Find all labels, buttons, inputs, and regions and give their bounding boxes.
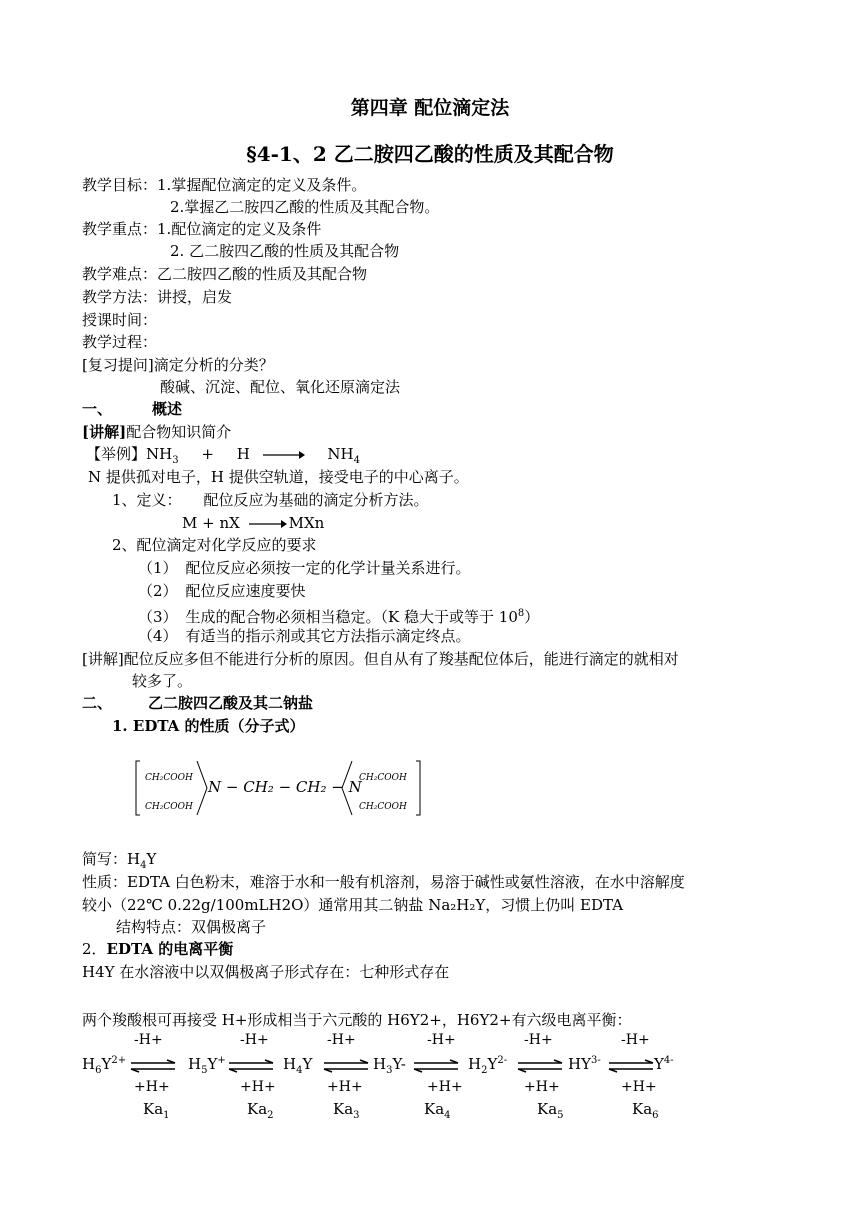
- section1-num: 一、: [82, 400, 113, 418]
- minus-h-label: -H+: [327, 1032, 356, 1048]
- shorthand-line: 简写：$H_4Y$: [82, 850, 157, 871]
- plus-h-label: +H+: [427, 1079, 463, 1095]
- lecture1-text: 配合物知识简介: [126, 423, 232, 441]
- species-6: $HY^{3-}$: [568, 1055, 601, 1073]
- plus-h-label: +H+: [327, 1079, 363, 1095]
- carboxymethyl-group-2: CH₂COOH: [145, 802, 193, 812]
- time-line: 授课时间：: [82, 311, 158, 329]
- definition-equation: M + nX MXn: [182, 514, 325, 532]
- requirement-2: （2） 配位反应速度要快: [138, 582, 306, 600]
- equilibrium-arrow-icon: [414, 1060, 458, 1072]
- plus-h-label: +H+: [621, 1079, 657, 1095]
- carboxymethyl-group-1: CH₂COOH: [145, 773, 193, 783]
- section-title: §4-1、2 乙二胺四乙酸的性质及其配合物: [246, 142, 614, 166]
- ethylenediamine-chain: N − CH₂ − CH₂ − N: [208, 778, 362, 796]
- review-answer: 酸碱、沉淀、配位、氧化还原滴定法: [160, 378, 401, 396]
- minus-h-label: -H+: [134, 1032, 163, 1048]
- property-line2: 较小（22℃ 0.22g/100mLH2O）通常用其二钠盐 Na₂H₂Y，习惯上仍叫 EDTA: [82, 896, 624, 914]
- equilibrium-arrow-icon: [131, 1060, 175, 1072]
- ka-label-4: $Ka_4$: [424, 1100, 451, 1121]
- equilibrium-arrow-icon: [324, 1060, 368, 1072]
- ka-label-5: $Ka_5$: [537, 1100, 564, 1121]
- section2-heading: 二、 乙二胺四乙酸及其二钠盐: [82, 694, 314, 712]
- species-2: $H_5Y^+$: [188, 1055, 226, 1076]
- equilibrium-arrow-icon: [229, 1060, 273, 1072]
- requirement-1: （1） 配位反应必须按一定的化学计量关系进行。: [138, 559, 471, 577]
- example-label: 【举例】: [86, 445, 147, 463]
- definition-line: [112, 491, 429, 510]
- objectives-label: 教学目标：: [82, 176, 158, 194]
- lecture1-line: [82, 423, 231, 442]
- ka-label-6: $Ka_6$: [632, 1100, 659, 1121]
- definition-label: 1、定义：: [112, 491, 182, 509]
- review-question: [复习提问]滴定分析的分类？: [82, 356, 274, 374]
- minus-h-label: -H+: [240, 1032, 269, 1048]
- ka-label-3: $Ka_3$: [333, 1100, 360, 1121]
- requirements-title: 2、配位滴定对化学反应的要求: [112, 536, 317, 554]
- ka-label-2: $Ka_2$: [247, 1100, 274, 1121]
- keypoint-1: 1.配位滴定的定义及条件: [157, 220, 322, 238]
- lecture1-tag: [讲解]: [82, 423, 127, 441]
- method-line: 教学方法：讲授，启发: [82, 288, 233, 306]
- species-1: $H_6Y^{2+}$: [82, 1055, 127, 1076]
- process-line: 教学过程：: [82, 333, 158, 351]
- keypoints-line: [82, 220, 321, 239]
- minus-h-label: -H+: [427, 1032, 456, 1048]
- equilibrium-arrow-icon: [518, 1060, 562, 1072]
- h4y-line: H4Y 在水溶液中以双偶极离子形式存在：七种形式存在: [82, 963, 450, 981]
- reaction-arrow-icon: [263, 450, 305, 460]
- explain-n-line: N 提供孤对电子，H 提供空轨道，接受电子的中心离子。: [88, 468, 469, 486]
- species-4: $H_3Y-$: [373, 1055, 406, 1076]
- equilibrium-arrow-icon: [609, 1060, 653, 1072]
- plus-h-label: +H+: [240, 1079, 276, 1095]
- objectives-line: [82, 176, 366, 195]
- example-line: 【举例】$NH_3 + H$ $NH_4$: [86, 445, 360, 466]
- ionization-heading: 2．EDTA 的电离平衡: [82, 940, 234, 958]
- reaction-arrow-icon: [249, 519, 287, 529]
- plus-h-label: +H+: [134, 1079, 170, 1095]
- requirement-3: （3） 生成的配合物必须相当稳定。（K 稳大于或等于 $10^8$）: [138, 608, 540, 626]
- chapter-title: 第四章 配位滴定法: [350, 97, 510, 119]
- carboxymethyl-group-4: CH₂COOH: [359, 802, 407, 812]
- structure-feature: 结构特点：双偶极离子: [116, 918, 267, 936]
- lecture2-line2: 较多了。: [132, 672, 193, 690]
- plus-h-label: +H+: [524, 1079, 560, 1095]
- section1-title: 概述: [152, 400, 183, 418]
- species-7: $Y^{4-}$: [654, 1055, 674, 1073]
- definition-text: 配位反应为基础的滴定分析方法。: [203, 491, 429, 509]
- minus-h-label: -H+: [524, 1032, 553, 1048]
- minus-h-label: -H+: [621, 1032, 650, 1048]
- edta-property-heading: 1. EDTA 的性质（分子式）: [112, 717, 305, 735]
- objective-1: 1.掌握配位滴定的定义及条件。: [157, 176, 367, 194]
- hexaprotic-line: 两个羧酸根可再接受 H+形成相当于六元酸的 H6Y2+，H6Y2+有六级电离平衡：: [82, 1011, 632, 1029]
- property-line1: 性质：EDTA 白色粉末，难溶于水和一般有机溶剂，易溶于碱性或氨性溶液，在水中溶解度: [82, 873, 685, 891]
- ka-label-1: $Ka_1$: [143, 1100, 170, 1121]
- keypoint-2: 2. 乙二胺四乙酸的性质及其配合物: [170, 242, 400, 260]
- species-5: $H_2Y^{2-}$: [468, 1055, 508, 1076]
- keypoints-label: 教学重点：: [82, 220, 158, 238]
- lecture2-line1: [讲解]配位反应多但不能进行分析的原因。但自从有了羧基配位体后，能进行滴定的就相对: [82, 650, 679, 668]
- species-3: $H_4Y$: [283, 1055, 313, 1076]
- difficulty-line: 教学难点：乙二胺四乙酸的性质及其配合物: [82, 265, 368, 283]
- objective-2: 2.掌握乙二胺四乙酸的性质及其配合物。: [170, 198, 440, 216]
- section1-heading: [82, 400, 182, 419]
- requirement-4: （4） 有适当的指示剂或其它方法指示滴定终点。: [138, 627, 471, 645]
- carboxymethyl-group-3: CH₂COOH: [359, 773, 407, 783]
